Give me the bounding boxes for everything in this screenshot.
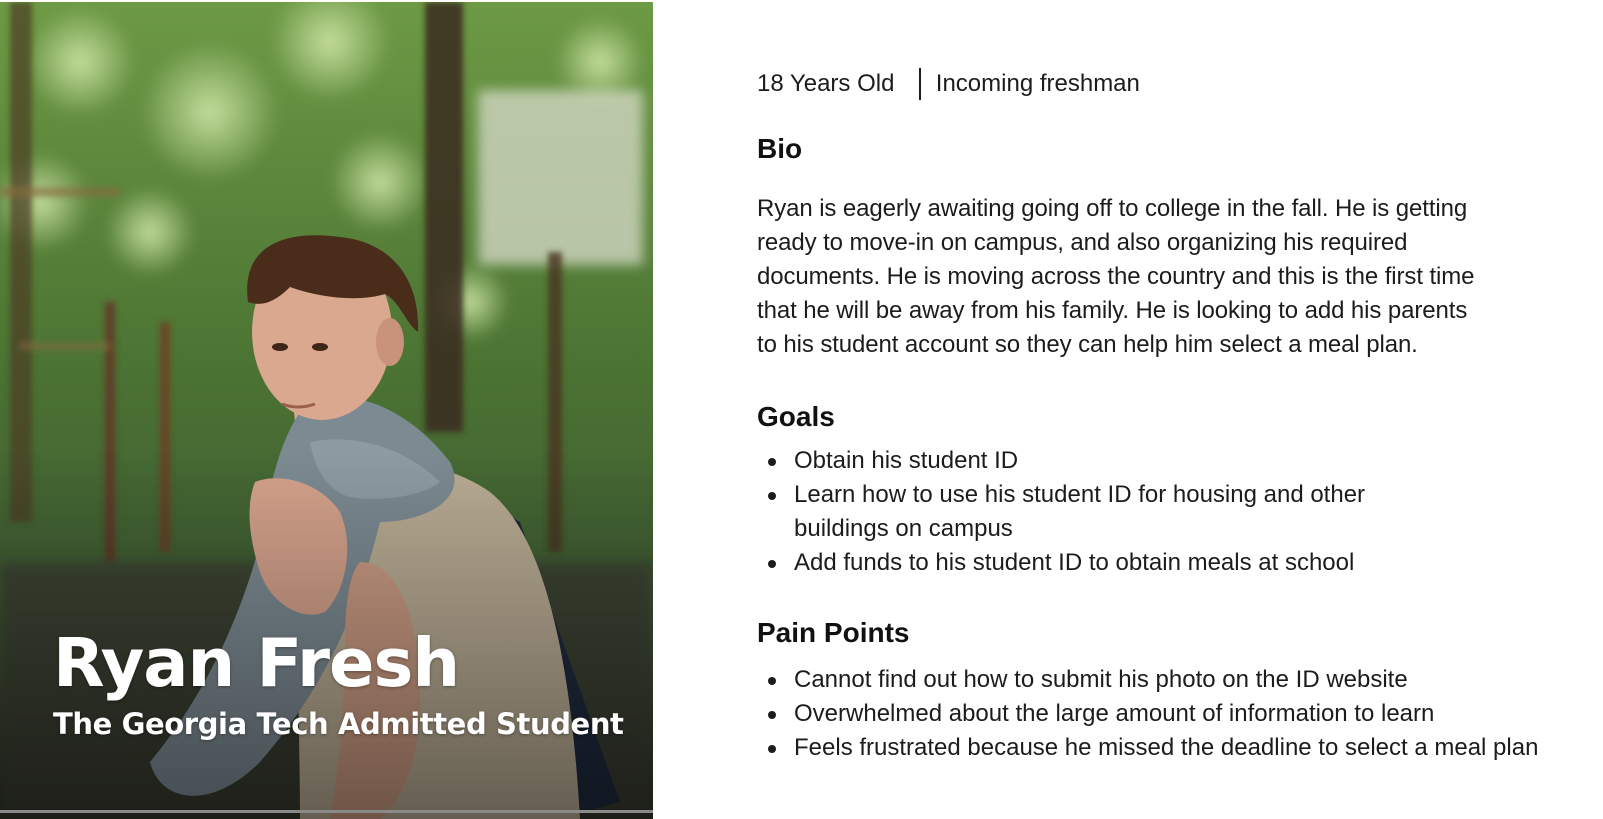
goal-text: Add funds to his student ID to obtain meals at school [794, 549, 1355, 576]
list-item [794, 546, 1394, 580]
persona-status: Incoming freshman [935, 70, 1140, 97]
list-item [794, 478, 1394, 546]
bullet-icon [768, 677, 776, 685]
persona-meta [757, 68, 1140, 100]
bio-text: Ryan is eagerly awaiting going off to college in the fall. He is getting ready to move-in on campus, and also organizing his required documents. He is moving across the country and this is the first time that he will be away from his family. He is looking to add his parents to his student account so they can help him select a meal plan. [757, 195, 1475, 358]
goal-text: Learn how to use his student ID for housing and other buildings on campus [794, 481, 1366, 542]
bullet-icon [768, 745, 776, 753]
bullet-icon [768, 492, 776, 500]
goal-text: Obtain his student ID [794, 447, 1019, 474]
persona-age: 18 Years Old [757, 70, 895, 97]
persona-details [757, 0, 1587, 813]
persona-photo [0, 2, 653, 819]
list-item [794, 731, 1538, 765]
bullet-icon [768, 711, 776, 719]
goals-heading: Goals [757, 401, 835, 432]
pain-points-list [757, 663, 1538, 765]
pain-point-text: Cannot find out how to submit his photo on the ID website [794, 666, 1408, 693]
bullet-icon [768, 560, 776, 568]
persona-name: Ryan Fresh [53, 624, 460, 702]
list-item [794, 663, 1538, 697]
pain-point-text: Overwhelmed about the large amount of information to learn [794, 700, 1435, 727]
meta-divider [919, 68, 921, 100]
persona-subtitle: The Georgia Tech Admitted Student [53, 707, 624, 741]
pain-point-text: Feels frustrated because he missed the deadline to select a meal plan [794, 734, 1539, 761]
bullet-icon [768, 458, 776, 466]
list-item [794, 697, 1538, 731]
pain-points-heading: Pain Points [757, 617, 910, 648]
list-item [794, 444, 1394, 478]
goals-list [757, 444, 1394, 580]
bio-heading: Bio [757, 133, 803, 164]
